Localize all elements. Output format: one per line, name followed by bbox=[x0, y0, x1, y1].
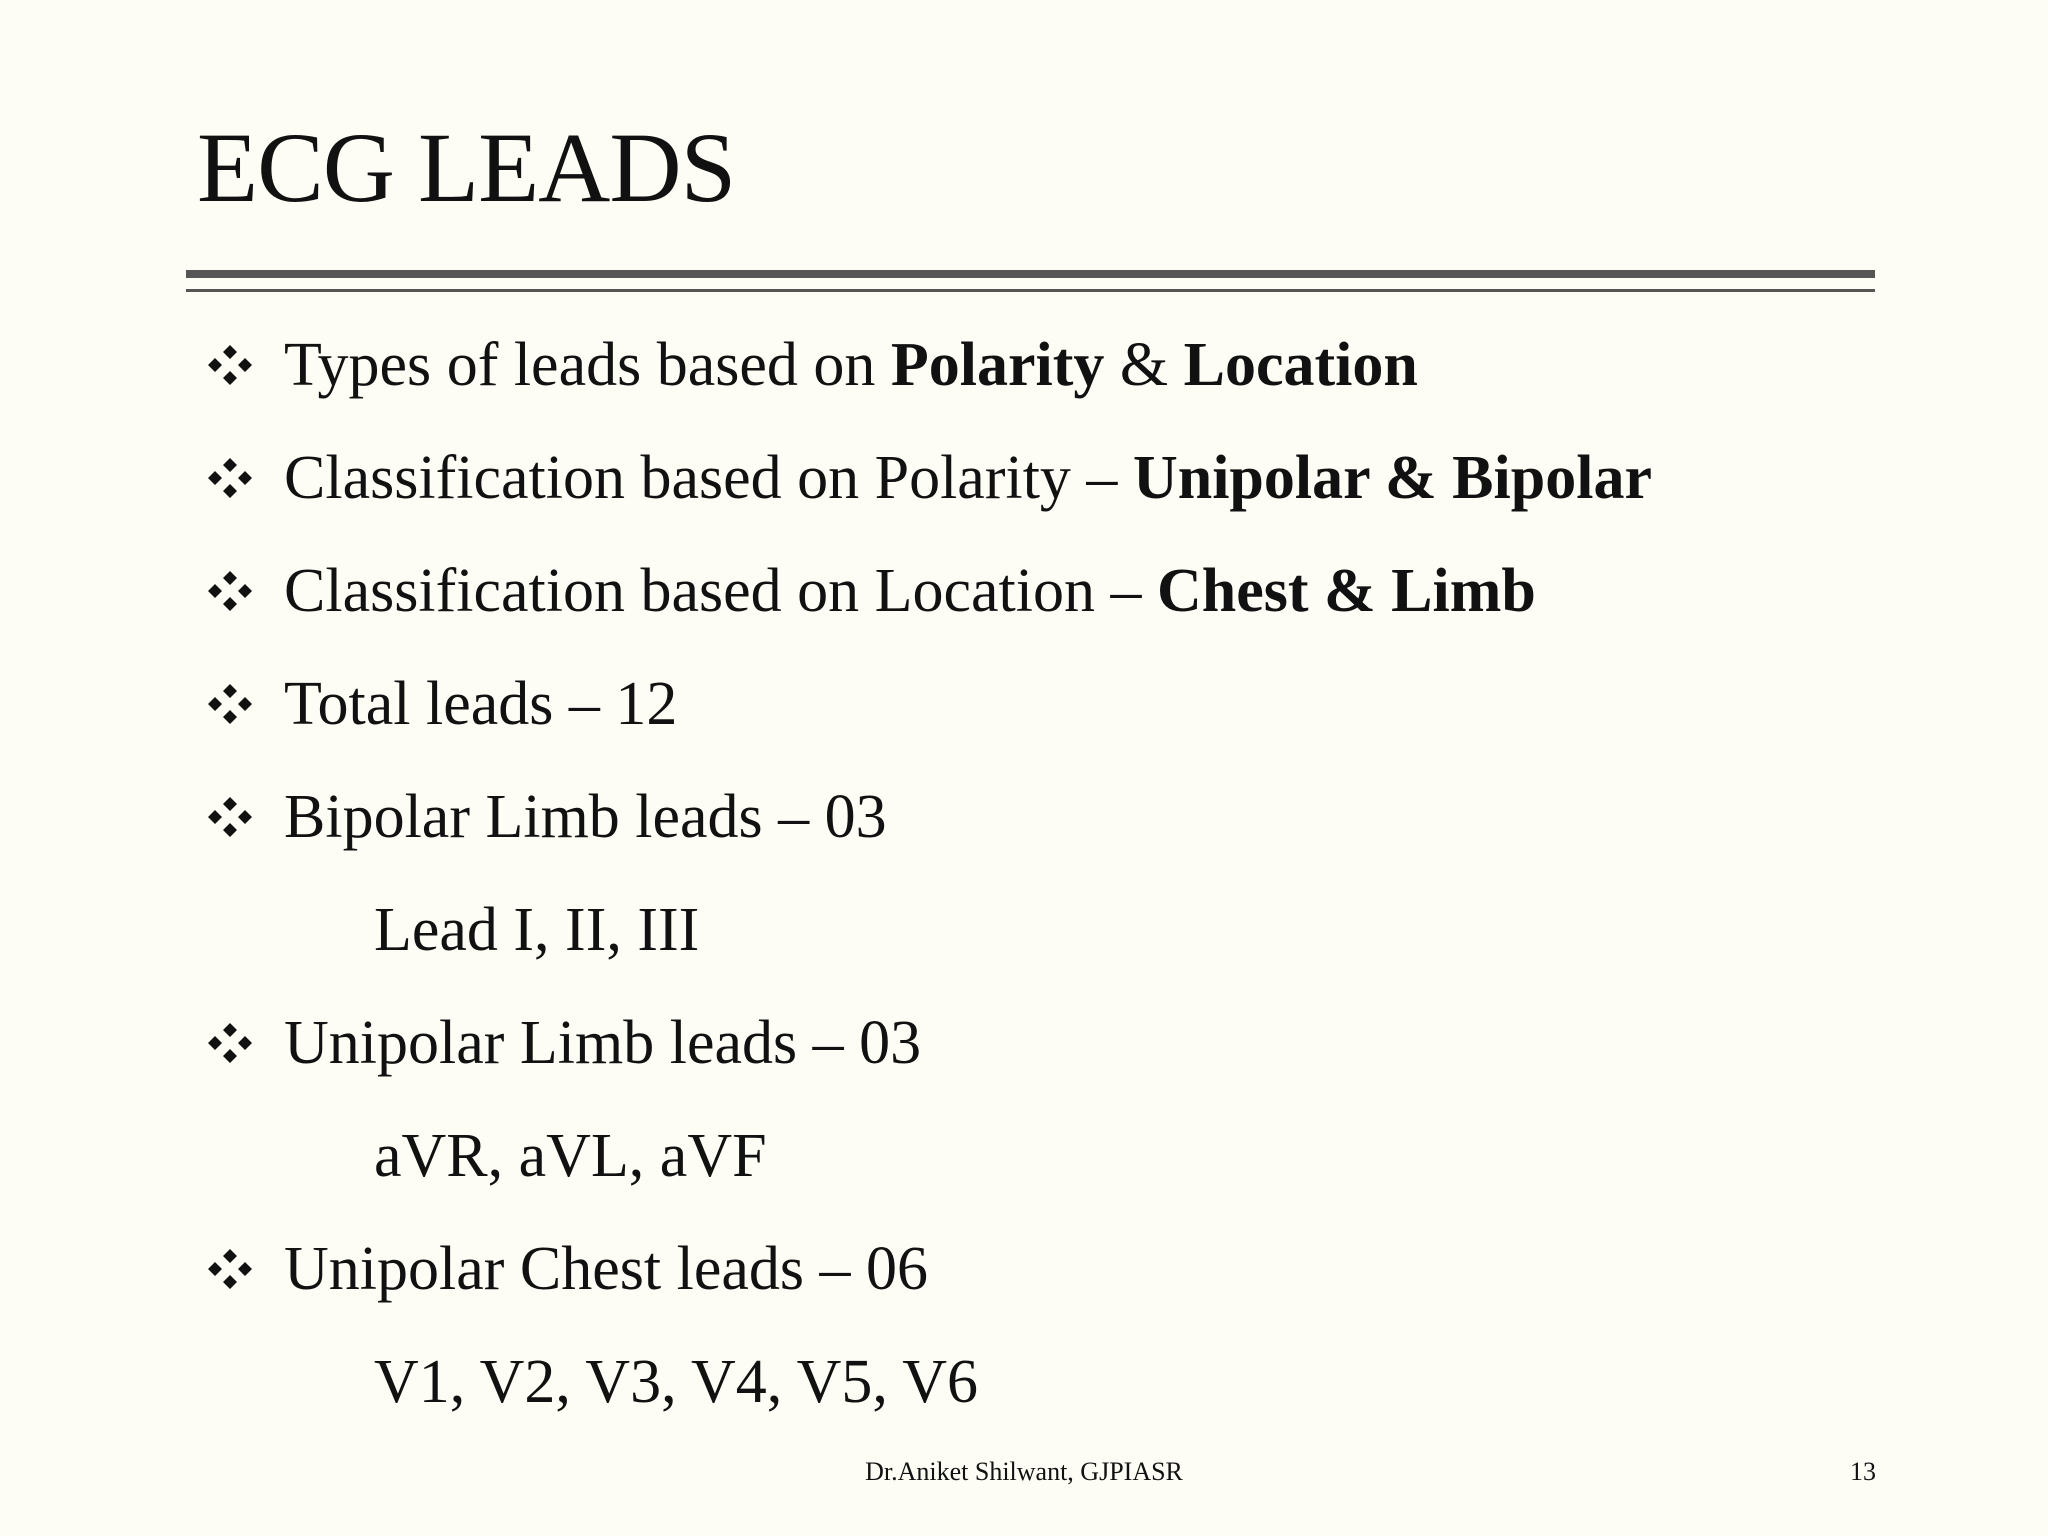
title-divider-thin bbox=[186, 289, 1875, 292]
bullet-text: Classification based on Location – bbox=[284, 557, 1157, 625]
bullet-text: Classification based on Polarity – bbox=[284, 444, 1133, 512]
bullet-text: Unipolar Limb leads – 03 bbox=[284, 1009, 922, 1077]
four-diamond-icon bbox=[202, 325, 262, 405]
four-diamond-icon bbox=[202, 664, 262, 744]
bullet-text: Types of leads based on bbox=[284, 331, 891, 399]
bullet-text: Total leads – 12 bbox=[284, 670, 678, 738]
bullet-bold-text: Chest & Limb bbox=[1156, 557, 1536, 625]
bullet-bold-text: Unipolar & Bipolar bbox=[1132, 444, 1652, 512]
bullet-text: Unipolar Chest leads – 06 bbox=[284, 1235, 929, 1303]
four-diamond-icon bbox=[202, 777, 262, 857]
bullet-bold-text: Location bbox=[1183, 331, 1418, 399]
four-diamond-icon bbox=[202, 1003, 262, 1083]
sub-item-text: V1, V2, V3, V4, V5, V6 bbox=[374, 1348, 979, 1416]
title-divider-thick bbox=[186, 270, 1875, 278]
page-number: 13 bbox=[1850, 1457, 1876, 1486]
sub-item-text: Lead I, II, III bbox=[374, 896, 700, 964]
four-diamond-icon bbox=[202, 1229, 262, 1309]
footer-credit: Dr.Aniket Shilwant, GJPIASR bbox=[865, 1457, 1183, 1486]
four-diamond-icon bbox=[202, 438, 262, 518]
bullet-text: Bipolar Limb leads – 03 bbox=[284, 783, 887, 851]
sub-item-text: aVR, aVL, aVF bbox=[374, 1122, 767, 1190]
bullet-text-connector: & bbox=[1104, 331, 1184, 399]
slide-title: ECG LEADS bbox=[197, 112, 736, 223]
bullet-bold-text: Polarity bbox=[890, 331, 1105, 399]
four-diamond-icon bbox=[202, 551, 262, 631]
